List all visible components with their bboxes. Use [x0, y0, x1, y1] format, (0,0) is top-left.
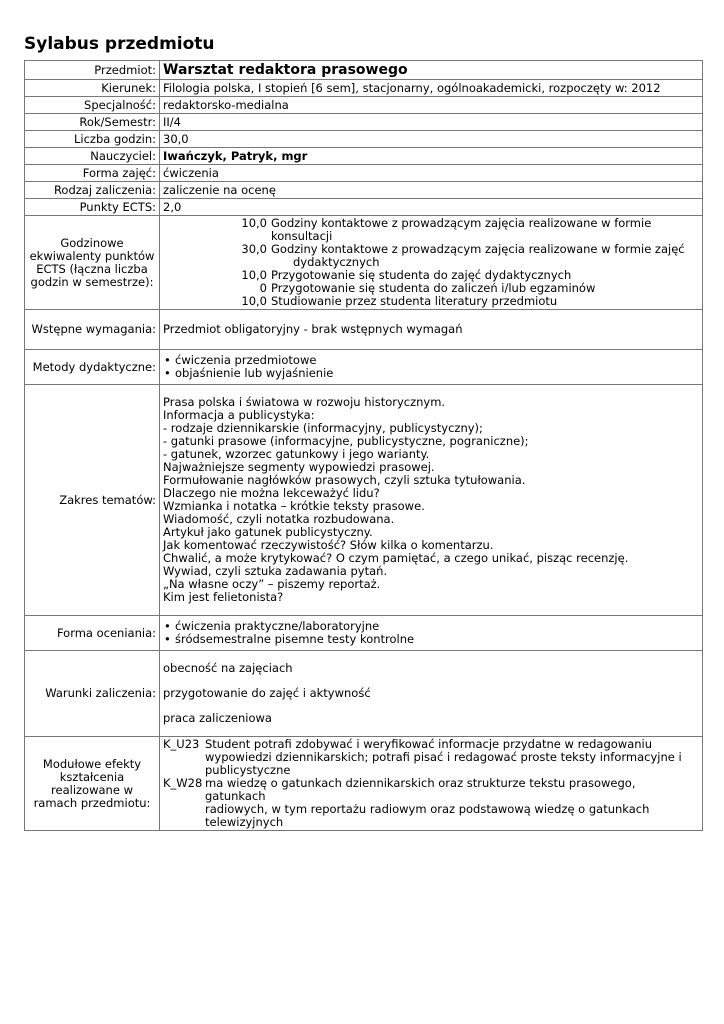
ects-hours: 30,0 [241, 242, 267, 256]
ects-desc: Przygotowanie się studenta do zaliczeń i/lub egzaminów [271, 281, 596, 295]
value-conditions [160, 651, 703, 737]
effect-desc [205, 738, 699, 777]
label-ects-equiv: Godzinowe ekwiwalenty punktów ECTS (łączna liczba godzin w semestrze): [25, 216, 160, 310]
label-topics: Zakres tematów: [25, 385, 160, 616]
row-forma [25, 165, 703, 182]
effect-item [163, 738, 699, 777]
label-prereq: Wstępne wymagania: [25, 310, 160, 350]
effect-desc [205, 777, 699, 829]
label-nauczyciel: Nauczyciel: [25, 148, 160, 165]
effect-line: telewizyjnych [205, 815, 284, 829]
topic-line: Najważniejsze segmenty wypowiedzi prasowej. [163, 460, 435, 474]
condition-item: obecność na zajęciach [163, 661, 293, 675]
topic-line: Jak komentować rzeczywistość? Słów kilka o komentarzu. [163, 538, 494, 552]
list-item: • ćwiczenia praktyczne/laboratoryjne [163, 620, 699, 633]
value-rodzaj: zaliczenie na ocenę [160, 182, 703, 199]
effect-item [163, 777, 699, 829]
topic-line: - gatunki prasowe (informacyjne, publicystyczne, pograniczne); [163, 434, 529, 448]
label-forma: Forma zajęć: [25, 165, 160, 182]
label-rodzaj: Rodzaj zaliczenia: [25, 182, 160, 199]
value-rok: II/4 [160, 114, 703, 131]
topic-line: Formułowanie nagłówków prasowych, czyli sztuka tytułowania. [163, 473, 526, 487]
value-prereq: Przedmiot obligatoryjny - brak wstępnych wymagań [160, 310, 703, 350]
row-godziny [25, 131, 703, 148]
topic-line: Informacja a publicystyka: [163, 408, 315, 422]
row-specjalnosc [25, 97, 703, 114]
topic-line: Wiadomość, czyli notatka rozbudowana. [163, 512, 395, 526]
topic-line: Dlaczego nie można lekceważyć lidu? [163, 486, 380, 500]
topic-line: Wywiad, czyli sztuka zadawania pytań. [163, 564, 388, 578]
row-prereq [25, 310, 703, 350]
page-title: Sylabus przedmiotu [24, 34, 215, 54]
ects-hours: 10,0 [241, 268, 267, 282]
topic-line: - gatunek, wzorzec gatunkowy i jego warianty. [163, 447, 430, 461]
ects-hours: 0 [259, 281, 267, 295]
effect-code: K_U23 [163, 737, 200, 751]
list-item: • ćwiczenia przedmiotowe [163, 354, 699, 367]
value-nauczyciel: Iwańczyk, Patryk, mgr [160, 148, 703, 165]
ects-hours: 10,0 [241, 294, 267, 308]
value-methods [160, 350, 703, 385]
value-grading [160, 616, 703, 651]
label-godziny: Liczba godzin: [25, 131, 160, 148]
value-topics [160, 385, 703, 616]
label-ects: Punkty ECTS: [25, 199, 160, 216]
row-nauczyciel [25, 148, 703, 165]
ects-hours: 10,0 [241, 216, 267, 230]
ects-desc: Studiowanie przez studenta literatury przedmiotu [271, 294, 558, 308]
row-topics [25, 385, 703, 616]
ects-desc: Przygotowanie się studenta do zajęć dydaktycznych [271, 268, 572, 282]
row-ects-equiv [25, 216, 703, 310]
value-przedmiot [160, 61, 703, 80]
topic-line: Kim jest felietonista? [163, 590, 284, 604]
value-ects-equiv [160, 216, 703, 310]
topic-line: - rodzaje dziennikarskie (informacyjny, publicystyczny); [163, 421, 483, 435]
value-forma: ćwiczenia [160, 165, 703, 182]
effect-line: radiowych, w tym reportażu radiowym oraz podstawową wiedzę o gatunkach [205, 802, 650, 816]
effect-line: wypowiedzi dziennikarskich; potrafi pisać i redagować proste teksty informacyjne i [205, 750, 682, 764]
label-kierunek: Kierunek: [25, 80, 160, 97]
topic-line: Wzmianka i notatka – krótkie teksty prasowe. [163, 499, 425, 513]
label-przedmiot: Przedmiot: [25, 61, 160, 80]
effect-code: K_W28 [163, 776, 203, 790]
list-item: • śródsemestralne pisemne testy kontrolne [163, 633, 699, 646]
ects-item [163, 217, 699, 243]
ects-item [163, 243, 699, 269]
ects-item [163, 295, 699, 308]
subject-name: Warsztat redaktora prasowego [163, 62, 408, 78]
row-rok [25, 114, 703, 131]
ects-desc: Godziny kontaktowe z prowadzącym zajęcia realizowane w formie zajęć [271, 242, 685, 256]
syllabus-table [24, 60, 703, 831]
label-effects: Modułowe efekty kształcenia realizowane w ramach przedmiotu: [25, 737, 160, 831]
label-methods: Metody dydaktyczne: [25, 350, 160, 385]
label-specjalnosc: Specjalność: [25, 97, 160, 114]
value-ects: 2,0 [160, 199, 703, 216]
effect-line: publicystyczne [205, 763, 291, 777]
label-grading: Forma oceniania: [25, 616, 160, 651]
topic-line: Artykuł jako gatunek publicystyczny. [163, 525, 373, 539]
effect-line: ma wiedzę o gatunkach dziennikarskich oraz strukturze tekstu prasowego, gatunkach [205, 776, 636, 803]
row-methods [25, 350, 703, 385]
label-rok: Rok/Semestr: [25, 114, 160, 131]
row-przedmiot [25, 61, 703, 80]
row-kierunek [25, 80, 703, 97]
value-godziny: 30,0 [160, 131, 703, 148]
condition-item: przygotowanie do zajęć i aktywność [163, 686, 371, 700]
ects-desc-wrap [267, 243, 699, 269]
ects-desc: Godziny kontaktowe z prowadzącym zajęcia realizowane w formie konsultacji [271, 216, 652, 243]
effect-line: Student potrafi zdobywać i weryfikować informacje przydatne w redagowaniu [205, 737, 653, 751]
label-conditions: Warunki zaliczenia: [25, 651, 160, 737]
ects-desc-cont: dydaktycznych [293, 255, 380, 269]
methods-list [163, 354, 699, 380]
topic-line: Prasa polska i światowa w rozwoju historycznym. [163, 395, 446, 409]
value-specjalnosc: redaktorsko-medialna [160, 97, 703, 114]
row-grading [25, 616, 703, 651]
topic-line: Chwalić, a może krytykować? O czym pamiętać, a czego unikać, pisząc recenzję. [163, 551, 629, 565]
row-rodzaj [25, 182, 703, 199]
list-item: • objaśnienie lub wyjaśnienie [163, 367, 699, 380]
value-kierunek: Filologia polska, I stopień [6 sem], stacjonarny, ogólnoakademicki, rozpoczęty w: 2012 [160, 80, 703, 97]
value-effects [160, 737, 703, 831]
topic-line: „Na własne oczy” – piszemy reportaż. [163, 577, 381, 591]
condition-item: praca zaliczeniowa [163, 711, 272, 725]
row-conditions [25, 651, 703, 737]
grading-list [163, 620, 699, 646]
row-ects [25, 199, 703, 216]
row-effects [25, 737, 703, 831]
